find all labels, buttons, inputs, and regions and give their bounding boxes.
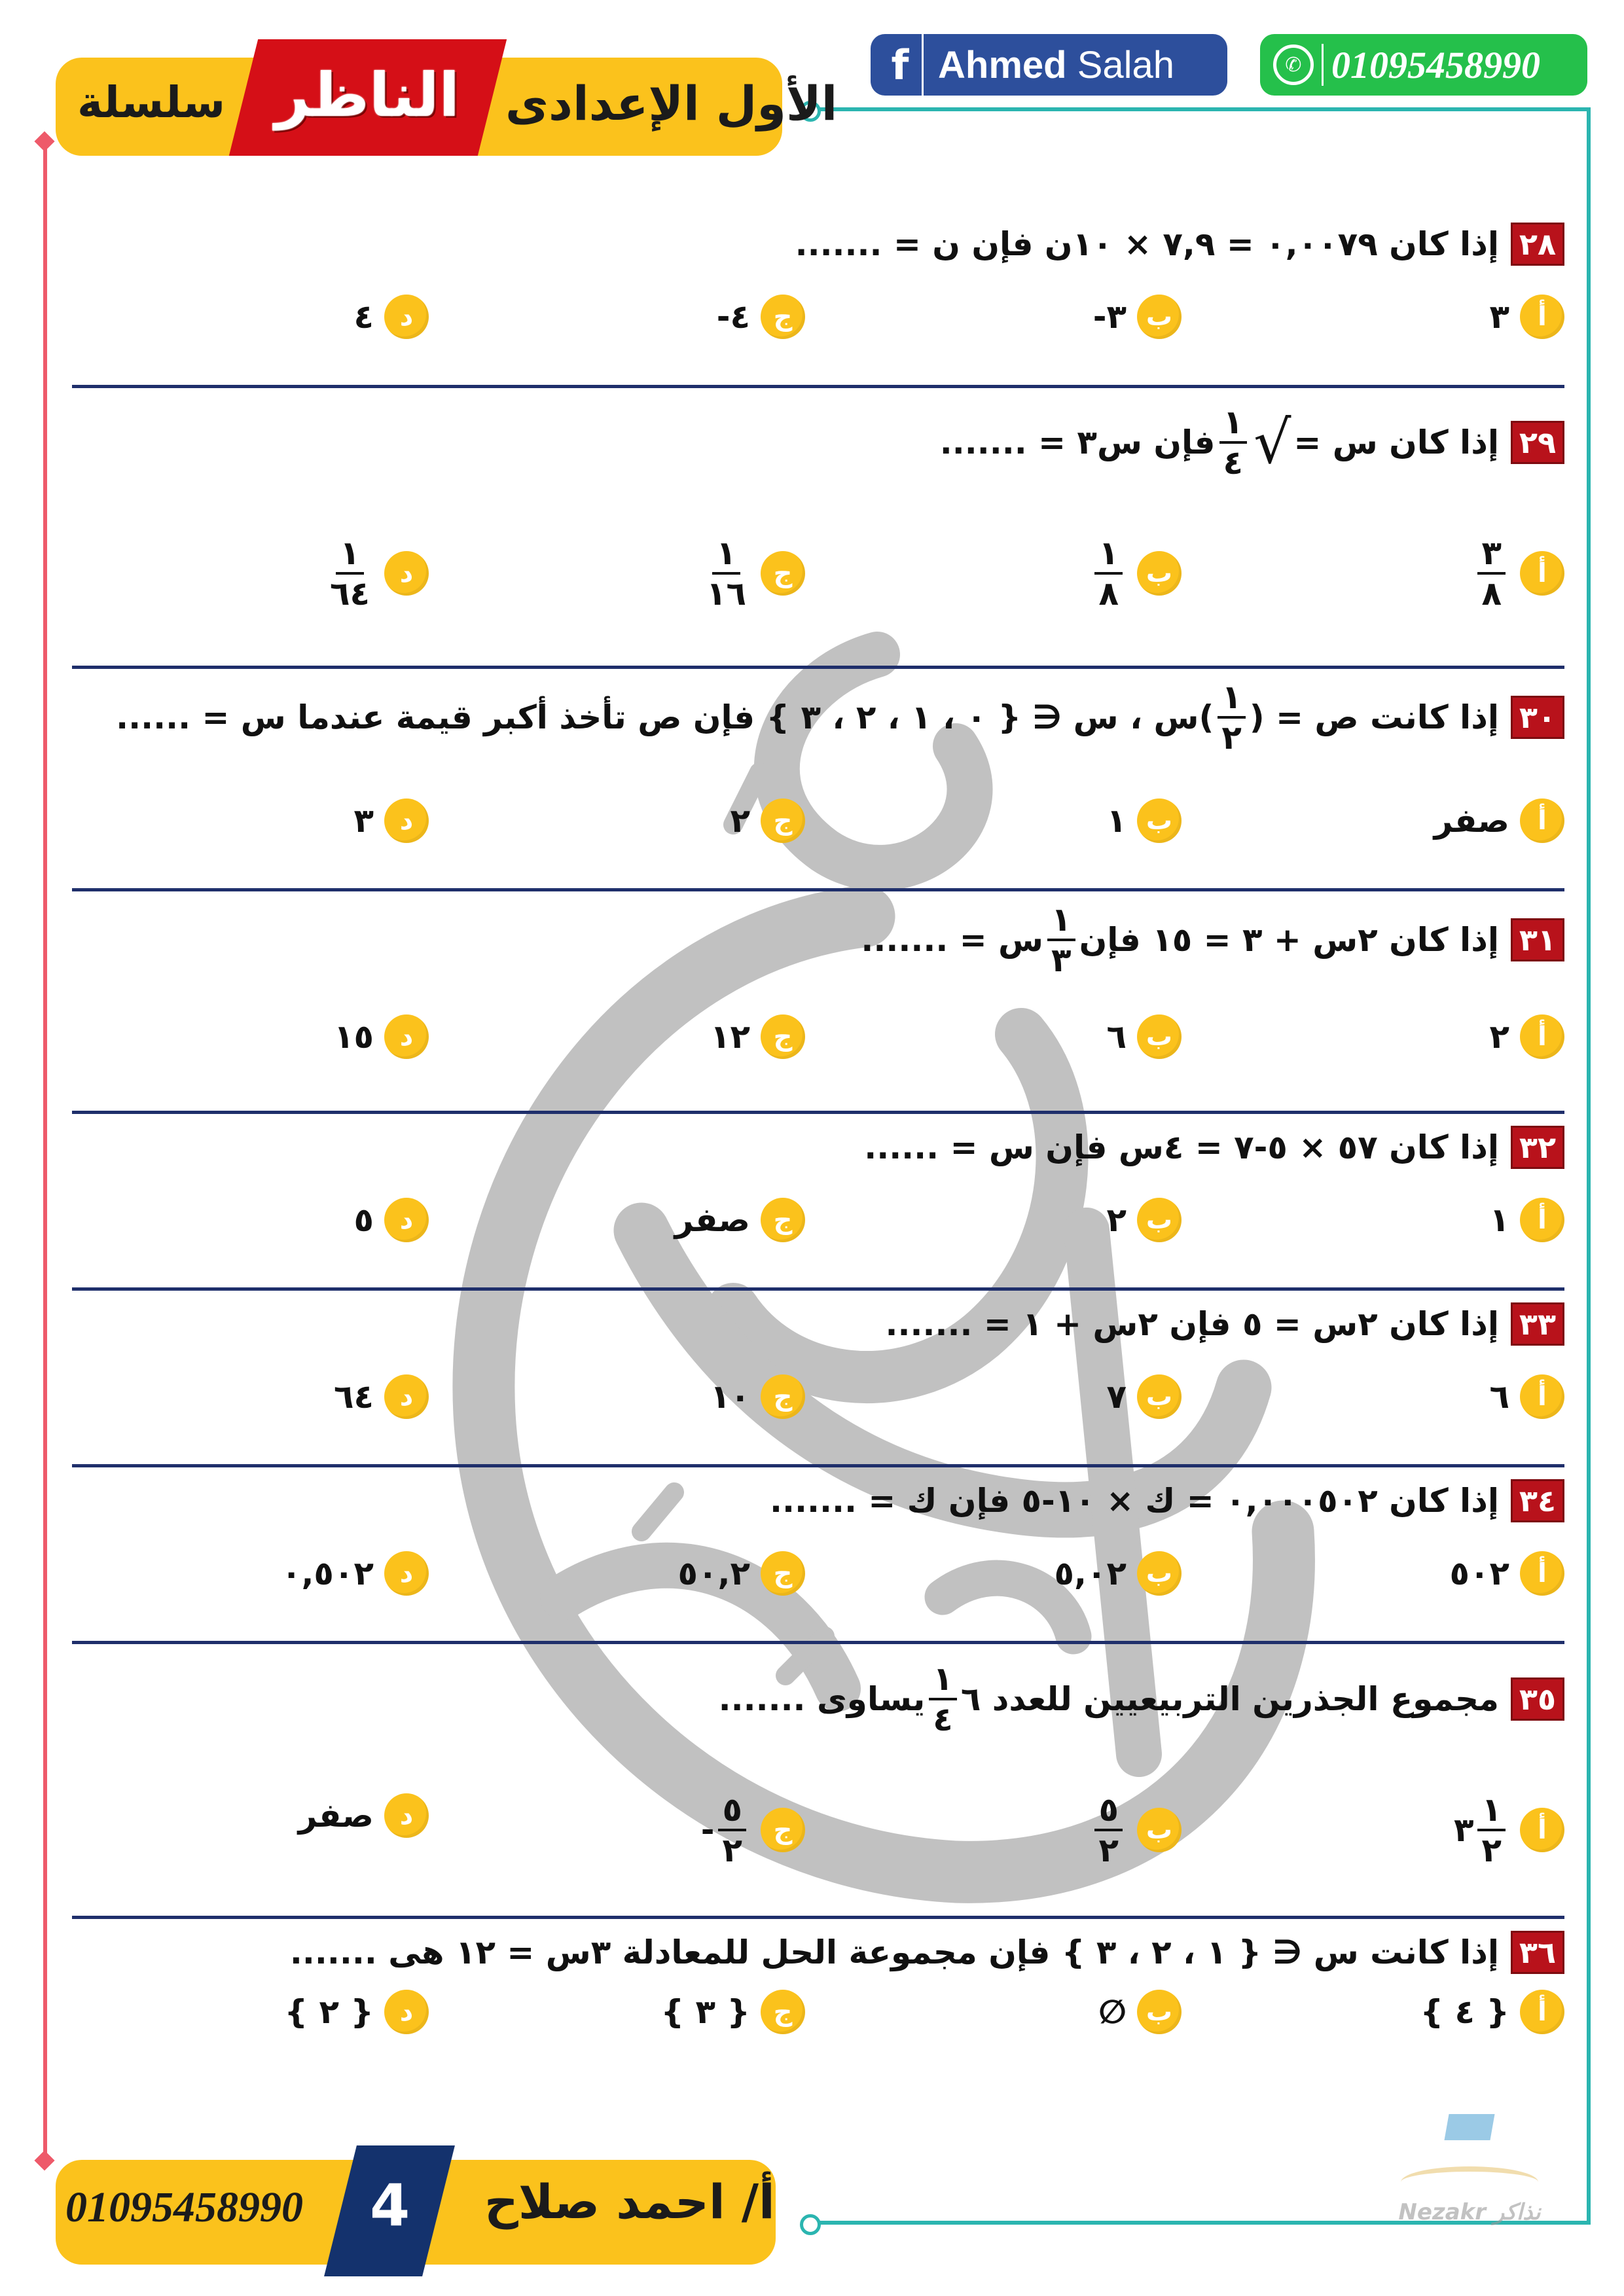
question-number: ٣٠ [1511, 696, 1564, 739]
option-value: ١ [1106, 802, 1127, 840]
option-c[interactable] [702, 534, 805, 613]
question-34 [72, 1466, 1564, 1643]
option-value: { ٢ } [284, 1993, 374, 2031]
question-text-after: فإن س٣ = ....... [939, 423, 1216, 461]
option-d[interactable] [353, 1198, 429, 1242]
option-b[interactable] [1054, 1551, 1182, 1596]
option-letter: د [384, 1014, 429, 1059]
question-fraction: $\frac{١}{٤}$ [929, 1662, 957, 1736]
option-letter: ب [1137, 551, 1182, 596]
option-fraction: $\frac{١}{٦٤}$ [329, 534, 370, 613]
question-text: إذا كان ٢س = ٥ فإن ٢س + ١ = ....... [885, 1305, 1499, 1343]
option-value: ٣ [1489, 298, 1509, 336]
option-value: صفر [674, 1201, 750, 1239]
option-fraction: $\frac{١}{١٦}$ [706, 534, 746, 613]
sqrt-symbol: √ [1254, 408, 1291, 477]
option-a[interactable] [1454, 1793, 1564, 1867]
option-letter: ب [1137, 1014, 1182, 1059]
question-number: ٣٣ [1511, 1302, 1564, 1346]
bottom-line-dot [800, 2214, 821, 2235]
question-text-before: إذا كان س = [1293, 423, 1499, 461]
option-value: -٤ [716, 298, 750, 336]
logo-text: Nezakr نذاكر [1398, 2199, 1541, 2225]
option-value: ٢ [730, 802, 750, 840]
option-letter: ج [761, 551, 805, 596]
option-letter: ب [1137, 1990, 1182, 2034]
option-a[interactable] [1489, 1374, 1564, 1419]
question-fraction: $\frac{١}{٢}$ [1218, 681, 1246, 754]
option-value: ١٠ [710, 1378, 750, 1416]
option-fraction: $\frac{٥}{٢}$ [718, 1793, 746, 1867]
question-text-before: إذا كانت ص = ( [1249, 698, 1499, 736]
option-d[interactable] [334, 1014, 429, 1059]
series-label: سلسلة [77, 77, 225, 128]
question-36 [72, 1918, 1564, 2114]
whatsapp-badge[interactable] [1260, 34, 1587, 96]
option-a[interactable] [1489, 295, 1564, 339]
option-b[interactable] [1091, 1793, 1182, 1867]
facebook-badge[interactable] [871, 34, 1227, 96]
question-text: إذا كان ٠,٠٠٧٩ = ٧,٩ × ١٠ن فإن ن = ....... [795, 225, 1499, 263]
question-number: ٢٨ [1511, 223, 1564, 266]
option-whole: ٣ [1453, 1811, 1474, 1849]
question-text-after: )س ، س ∈ { ٠ ، ١ ، ٢ ، ٣ } فإن ص تأخذ أكبر قيمة عندما س = ...... [116, 698, 1214, 736]
option-letter: ج [761, 1198, 805, 1242]
option-value: -٣ [1092, 298, 1127, 336]
question-33 [72, 1289, 1564, 1466]
option-value: ٥٠٢ [1449, 1554, 1509, 1592]
whatsapp-icon: ✆ [1273, 45, 1314, 85]
option-b[interactable] [1091, 534, 1182, 613]
footer-phone: 01095458990 [65, 2183, 303, 2231]
option-value: ٤ [353, 298, 374, 336]
option-a[interactable] [1489, 1014, 1564, 1059]
top-frame-line [808, 107, 1591, 111]
option-letter: أ [1520, 295, 1564, 339]
option-letter: أ [1520, 551, 1564, 596]
option-fraction: $\frac{١}{٢}$ [1477, 1793, 1506, 1867]
option-letter: أ [1520, 1374, 1564, 1419]
page-number: 4 [370, 2172, 410, 2239]
option-c[interactable] [710, 1374, 805, 1419]
option-letter: ب [1137, 1198, 1182, 1242]
option-d[interactable] [284, 1990, 429, 2034]
option-letter: د [384, 1198, 429, 1242]
option-b[interactable] [1093, 295, 1182, 339]
nezakr-logo [1375, 2108, 1564, 2238]
option-value: ٦ [1489, 1378, 1509, 1416]
question-number: ٢٩ [1511, 421, 1564, 464]
option-a[interactable] [1473, 534, 1564, 613]
question-number: ٣١ [1511, 918, 1564, 961]
option-letter: د [384, 295, 429, 339]
option-b[interactable] [1106, 798, 1182, 843]
option-d[interactable] [353, 295, 429, 339]
option-b[interactable] [1098, 1990, 1182, 2034]
question-fraction: $\frac{١}{٤}$ [1219, 406, 1248, 479]
option-d[interactable] [334, 1374, 429, 1419]
option-value: ١ [1489, 1201, 1509, 1239]
option-value: ١٢ [710, 1018, 750, 1056]
option-letter: د [384, 551, 429, 596]
question-text-after: يساوى ....... [718, 1680, 926, 1718]
option-a[interactable] [1434, 798, 1564, 843]
option-d[interactable] [298, 1793, 429, 1838]
option-letter: ب [1137, 1551, 1182, 1596]
option-value: ٥ [353, 1201, 374, 1239]
option-b[interactable] [1106, 1374, 1182, 1419]
question-31 [72, 890, 1564, 1113]
option-letter: د [384, 1990, 429, 2034]
option-sign: - [700, 1811, 715, 1849]
question-text: إذا كان ٠,٠٠٠٥٠٢ = ك × ١٠-٥ فإن ك = ....... [770, 1482, 1499, 1520]
option-letter: أ [1520, 1808, 1564, 1852]
option-value: { ٣ } [660, 1993, 750, 2031]
option-d[interactable] [326, 534, 429, 613]
option-letter: ج [761, 1808, 805, 1852]
question-text: إذا كان ٥٧ × ٥-٧ = ٤س فإن س = ...... [864, 1128, 1499, 1166]
option-b[interactable] [1106, 1198, 1182, 1242]
option-letter: د [384, 1374, 429, 1419]
right-frame-line [1587, 107, 1591, 2225]
question-30 [72, 668, 1564, 890]
option-value: ٢ [1106, 1201, 1127, 1239]
option-b[interactable] [1106, 1014, 1182, 1059]
teacher-name: أ/ احمد صلاح [484, 2174, 775, 2229]
option-c[interactable] [717, 295, 805, 339]
option-letter: أ [1520, 1990, 1564, 2034]
option-a[interactable] [1489, 1198, 1564, 1242]
option-letter: أ [1520, 798, 1564, 843]
question-29 [72, 386, 1564, 668]
option-value: { ٤ } [1420, 1993, 1509, 2031]
option-fraction: $\frac{٣}{٨}$ [1477, 537, 1506, 610]
book-icon [1401, 2166, 1538, 2198]
option-value: ٥,٠٢ [1054, 1554, 1127, 1592]
option-value: صفر [298, 1797, 374, 1835]
option-letter: ب [1137, 295, 1182, 339]
option-value: ١٥ [333, 1018, 374, 1056]
option-value: ∅ [1098, 1993, 1127, 2031]
option-value: ٢ [1489, 1018, 1509, 1056]
option-letter: ج [761, 295, 805, 339]
question-number: ٣٥ [1511, 1677, 1564, 1721]
graduation-cap-icon [1444, 2114, 1494, 2140]
option-value: ٥٠,٢ [677, 1554, 750, 1592]
option-letter: د [384, 1793, 429, 1838]
question-32 [72, 1113, 1564, 1289]
question-number: ٣٦ [1511, 1931, 1564, 1974]
option-letter: ج [761, 1551, 805, 1596]
whatsapp-number: 01095458990 [1331, 43, 1540, 86]
option-a[interactable] [1449, 1551, 1564, 1596]
question-fraction: $\frac{١}{٣}$ [1047, 903, 1075, 977]
question-number: ٣٢ [1511, 1126, 1564, 1169]
option-d[interactable] [281, 1551, 429, 1596]
grade-label: الأول الإعدادى [505, 76, 838, 131]
question-35 [72, 1643, 1564, 1918]
question-number: ٣٤ [1511, 1479, 1564, 1522]
left-line-top-diamond [34, 131, 54, 151]
option-fraction: $\frac{١}{٨}$ [1094, 537, 1123, 610]
option-a[interactable] [1420, 1990, 1564, 2034]
option-c[interactable] [677, 1551, 805, 1596]
question-text-after: س = ....... [861, 921, 1044, 959]
option-letter: ج [761, 798, 805, 843]
option-letter: أ [1520, 1014, 1564, 1059]
option-letter: ج [761, 1014, 805, 1059]
option-c[interactable] [701, 1793, 805, 1867]
option-value: صفر [1434, 802, 1509, 840]
brand-title: الناظر [275, 60, 460, 130]
option-c[interactable] [730, 798, 805, 843]
option-value: ٦ [1106, 1018, 1127, 1056]
question-text-before: مجموع الجذرين التربيعيين للعدد ٦ [960, 1680, 1499, 1718]
facebook-icon: f [878, 34, 924, 96]
option-value: ٧ [1106, 1378, 1127, 1416]
option-letter: أ [1520, 1198, 1564, 1242]
facebook-name-bold: Ahmed [938, 43, 1067, 86]
option-c[interactable] [660, 1990, 805, 2034]
option-c[interactable] [710, 1014, 805, 1059]
option-fraction: $\frac{٥}{٢}$ [1094, 1793, 1123, 1867]
facebook-name-rest: Salah [1077, 43, 1175, 86]
option-letter: ب [1137, 1374, 1182, 1419]
left-frame-line [43, 141, 47, 2160]
option-value: ٠,٥٠٢ [281, 1554, 374, 1592]
option-value: ٦٤ [333, 1378, 374, 1416]
option-d[interactable] [353, 798, 429, 843]
left-line-bottom-diamond [34, 2150, 54, 2170]
question-28 [72, 209, 1564, 386]
option-letter: د [384, 1551, 429, 1596]
option-letter: ب [1137, 1808, 1182, 1852]
option-c[interactable] [675, 1198, 805, 1242]
question-text: إذا كانت س ∈ { ١ ، ٢ ، ٣ } فإن مجموعة الحل للمعادلة ٣س = ١٢ هى ....... [289, 1933, 1499, 1971]
option-value: ٣ [353, 802, 374, 840]
option-letter: ب [1137, 798, 1182, 843]
option-letter: ج [761, 1990, 805, 2034]
option-letter: أ [1520, 1551, 1564, 1596]
option-letter: د [384, 798, 429, 843]
question-text-before: إذا كان ٢س + ٣ = ١٥ فإن [1079, 921, 1499, 959]
option-letter: ج [761, 1374, 805, 1419]
